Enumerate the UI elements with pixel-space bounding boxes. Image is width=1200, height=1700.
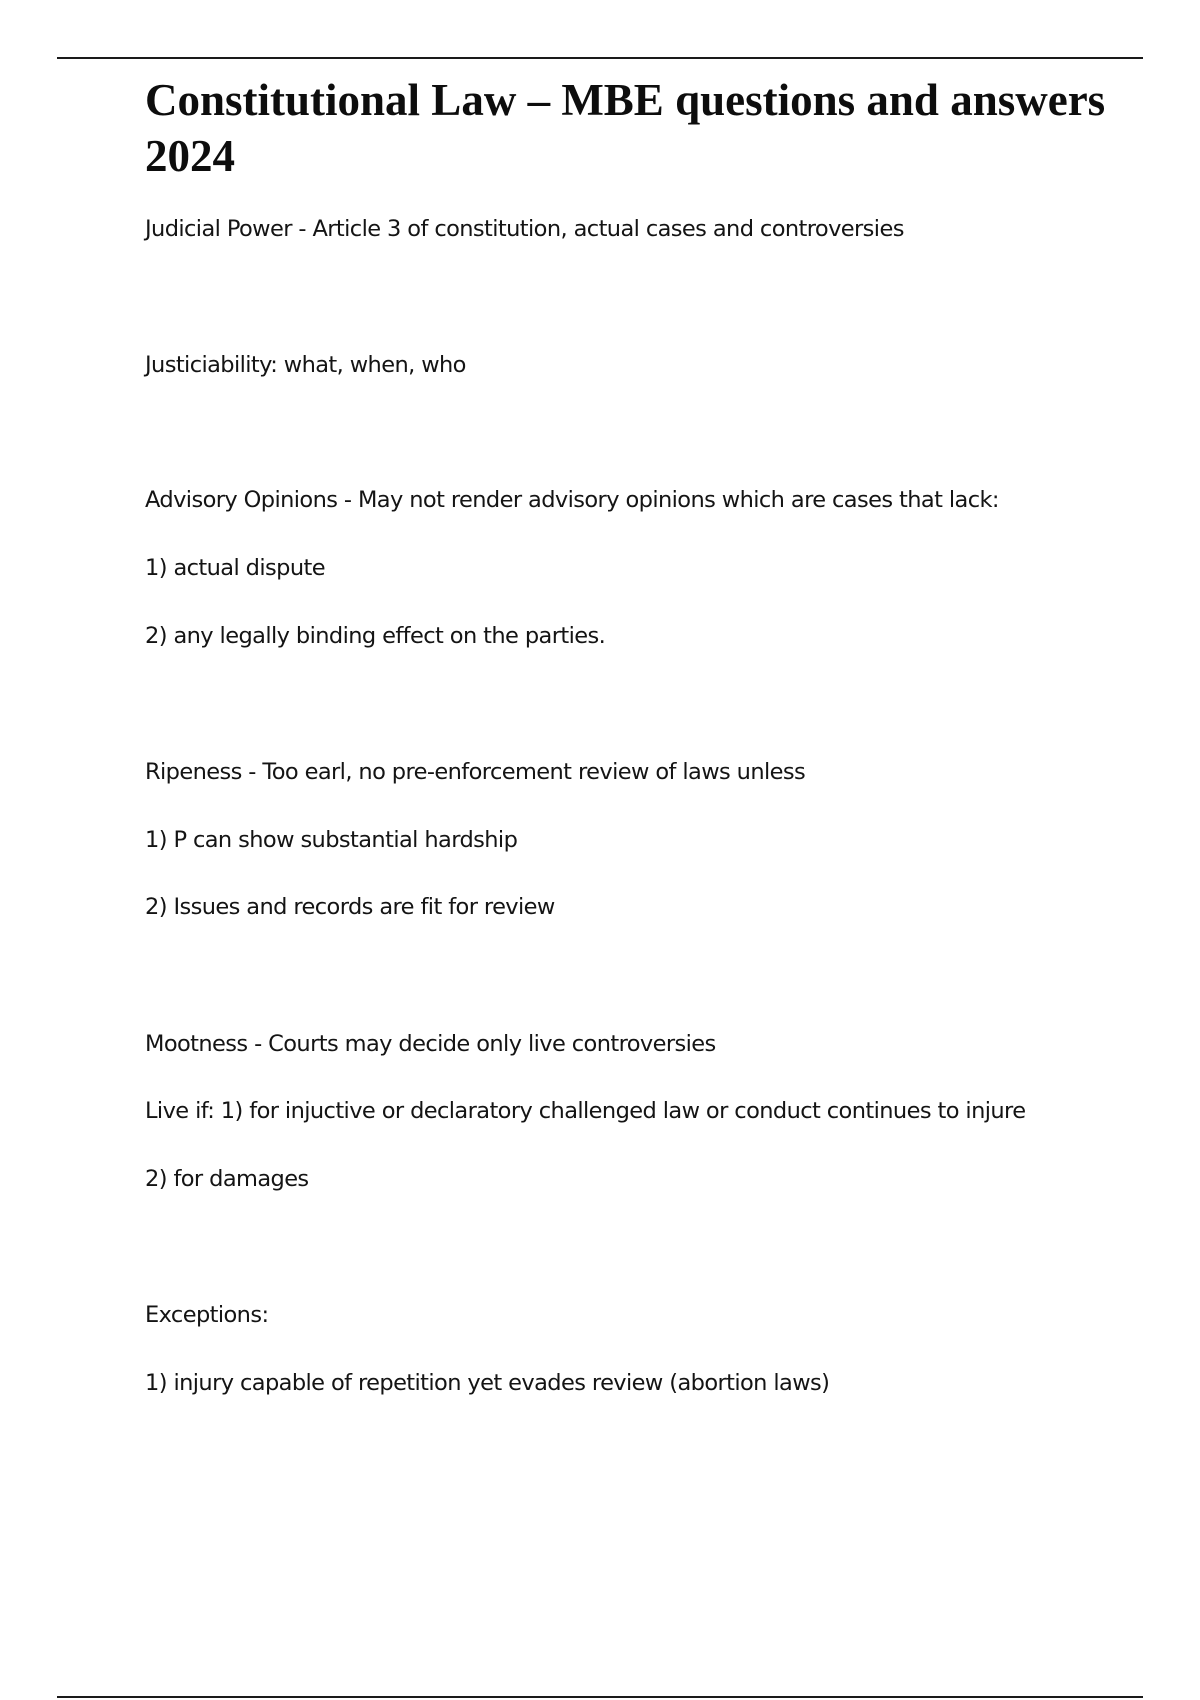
- text-line-mootness-item-2: 2) for damages: [145, 1166, 309, 1192]
- text-line-ripeness-item-1: 1) P can show substantial hardship: [145, 827, 518, 853]
- text-line-justiciability: Justiciability: what, when, who: [145, 352, 466, 378]
- text-line-exceptions-item-1: 1) injury capable of repetition yet evades review (abortion laws): [145, 1370, 830, 1396]
- document-title: Constitutional Law – MBE questions and answers 2024: [145, 75, 1106, 181]
- top-rule: [57, 57, 1143, 59]
- text-line-advisory-item-2: 2) any legally binding effect on the parties.: [145, 623, 606, 649]
- text-line-ripeness: Ripeness - Too earl, no pre-enforcement review of laws unless: [145, 759, 806, 785]
- bottom-rule: [57, 1696, 1143, 1698]
- text-line-mootness-item-1: Live if: 1) for injuctive or declaratory challenged law or conduct continues to injure: [145, 1098, 1026, 1124]
- text-line-advisory-item-1: 1) actual dispute: [145, 555, 325, 581]
- text-line-advisory-opinions: Advisory Opinions - May not render advisory opinions which are cases that lack:: [145, 487, 999, 513]
- text-line-exceptions: Exceptions:: [145, 1302, 269, 1328]
- text-line-mootness: Mootness - Courts may decide only live controversies: [145, 1031, 716, 1057]
- text-line-judicial-power: Judicial Power - Article 3 of constitution, actual cases and controversies: [145, 216, 904, 242]
- text-line-ripeness-item-2: 2) Issues and records are fit for review: [145, 894, 555, 920]
